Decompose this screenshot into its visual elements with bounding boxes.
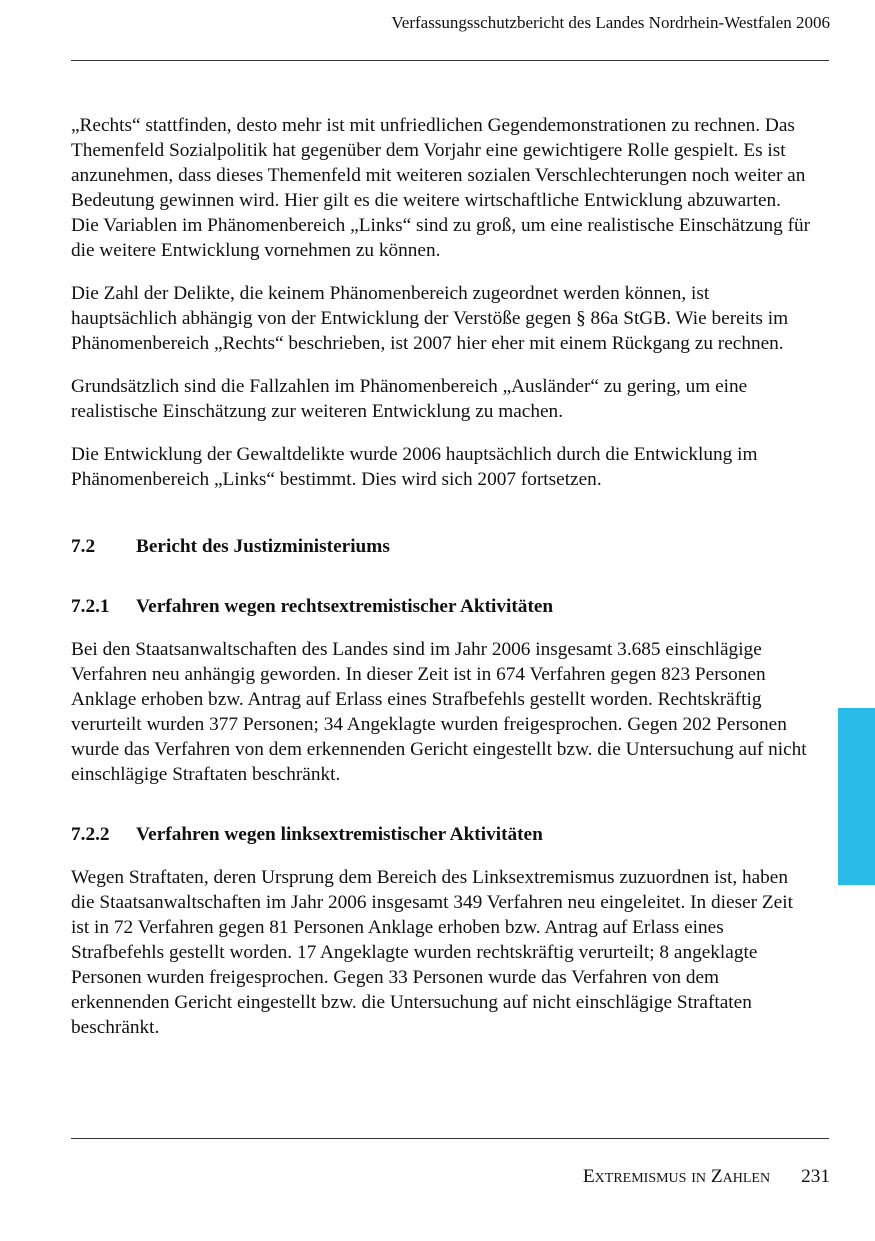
running-header: Verfassungsschutzbericht des Landes Nordrhein-Westfalen 2006 <box>391 13 830 32</box>
page-number: 231 <box>801 1166 830 1187</box>
footer-section-title: Extremismus in Zahlen <box>582 1166 771 1187</box>
paragraph: Die Entwicklung der Gewaltdelikte wurde 2006 hauptsächlich durch die Entwicklung im Phänomenbereich „Links“ bestimmt. Dies wird sich 2007 fortsetzen. <box>71 444 758 490</box>
page-footer <box>583 1166 830 1188</box>
header-rule <box>71 60 829 61</box>
paragraph: Bei den Staatsanwaltschaften des Landes sind im Jahr 2006 insgesamt 3.685 einschlägige Verfahren neu anhängig geworden. In dieser Zeit ist in 674 Verfahren gegen 823 Personen Anklage erhoben bzw. Antrag auf Erlass eines Strafbefehls gestellt worden. Rechtskräftig verurteilt wurden 377 Personen; 34 Angeklagte wurden freigesprochen. Gegen 202 Personen wurde das Verfahren von dem erkennenden Gericht eingestellt bzw. die Untersuchung auf nicht einschlägige Straftaten beschränkt. <box>71 639 807 785</box>
page-body <box>71 113 811 1040</box>
section-title: Bericht des Justizministeriums <box>136 536 390 557</box>
section-heading-7-2-2 <box>71 822 811 847</box>
paragraph: Grundsätzlich sind die Fallzahlen im Phänomenbereich „Ausländer“ zu gering, um eine realistische Einschätzung zur weiteren Entwicklung zu machen. <box>71 376 748 422</box>
section-title: Verfahren wegen rechtsextremistischer Aktivitäten <box>136 596 554 617</box>
paragraph: Wegen Straftaten, deren Ursprung dem Bereich des Linksextremismus zuzuordnen ist, haben die Staatsanwaltschaften im Jahr 2006 insgesamt 349 Verfahren neu eingeleitet. In dieser Zeit ist in 72 Verfahren gegen 81 Personen Anklage erhoben bzw. Antrag auf Erlass eines Strafbefehls gestellt worden. 17 Angeklagte wurden rechtskräftig verurteilt; 8 angeklagte Personen wurden freigesprochen. Gegen 33 Personen wurde das Verfahren von dem erkennenden Gericht eingestellt bzw. die Untersuchung auf nicht einschlägige Straftaten beschränkt. <box>71 867 793 1038</box>
section-number: 7.2.1 <box>71 596 110 617</box>
chapter-tab-marker <box>838 708 875 885</box>
section-heading-7-2-1 <box>71 594 811 619</box>
section-number: 7.2 <box>71 536 96 557</box>
section-heading-7-2 <box>71 534 811 559</box>
footer-rule <box>71 1138 829 1139</box>
paragraph: „Rechts“ stattfinden, desto mehr ist mit unfriedlichen Gegendemonstrationen zu rechnen. Das Themenfeld Sozialpolitik hat gegenüber dem Vorjahr eine gewichtigere Rolle gespielt. Es ist anzunehmen, dass dieses Themenfeld mit weiteren sozialen Verschlechterungen noch weiter an Bedeutung gewinnen wird. Hier gilt es die weitere wirtschaftliche Entwicklung abzuwarten. Die Variablen im Phänomenbereich „Links“ sind zu groß, um eine realistische Einschätzung für die weitere Entwicklung vornehmen zu können. <box>71 115 811 261</box>
section-title: Verfahren wegen linksextremistischer Aktivitäten <box>136 824 543 845</box>
section-number: 7.2.2 <box>71 824 110 845</box>
paragraph: Die Zahl der Delikte, die keinem Phänomenbereich zugeordnet werden können, ist hauptsächlich abhängig von der Entwicklung der Verstöße gegen § 86a StGB. Wie bereits im Phänomenbereich „Rechts“ beschrieben, ist 2007 hier eher mit einem Rückgang zu rechnen. <box>71 283 789 354</box>
